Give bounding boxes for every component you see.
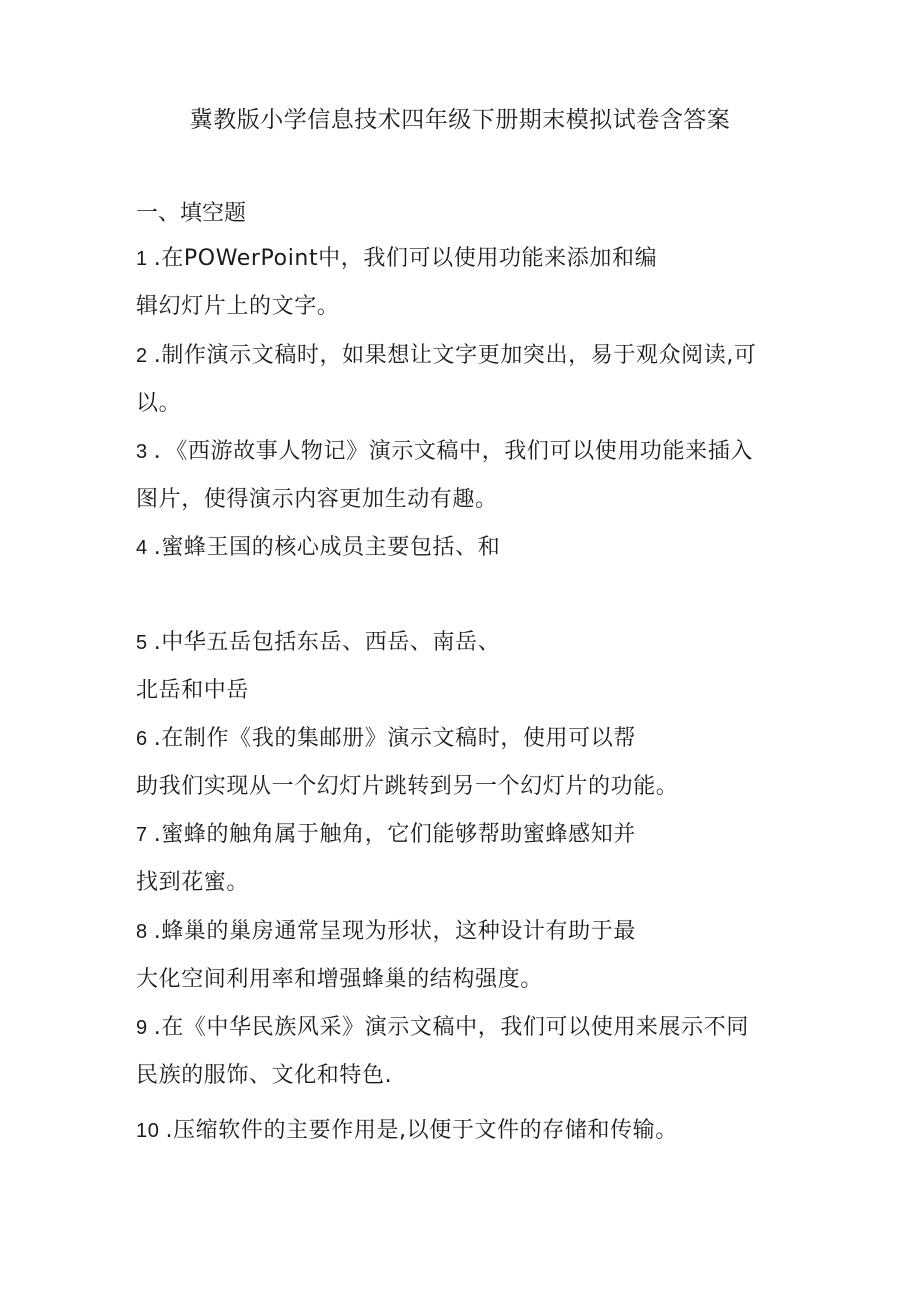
question-text: .蜜蜂王国的核心成员主要包括、和 [153, 535, 501, 560]
question-text: .在《中华民族风采》演示文稿中，我们可以使用来展示不同 [153, 1015, 749, 1040]
question-text: .中华五岳包括东岳、西岳、南岳、 [153, 630, 501, 655]
question-4-line-1 [136, 533, 500, 563]
question-7-line-2: 找到花蜜。 [136, 870, 250, 895]
question-8-line-1 [136, 917, 636, 947]
question-text: ．《西游故事人物记》演示文稿中，我们可以使用功能来插入 [153, 439, 753, 464]
question-1-line-2: 辑幻灯片上的文字。 [136, 294, 340, 319]
question-text: .蜜蜂的触角属于触角，它们能够帮助蜜蜂感知并 [153, 822, 636, 847]
question-text: .压缩软件的主要作用是,以便于文件的存储和传输。 [165, 1118, 678, 1143]
question-text: .在制作《我的集邮册》演示文稿时，使用可以帮 [153, 726, 636, 751]
question-number: 3 [136, 441, 148, 463]
question-6-line-1 [136, 724, 636, 754]
question-2-line-1 [136, 341, 757, 371]
question-text: .在POWerPoint中，我们可以使用功能来添加和编 [153, 246, 658, 271]
question-number: 5 [136, 632, 148, 654]
document-title: 冀教版小学信息技术四年级下册期末模拟试卷含答案 [189, 107, 731, 133]
question-9-line-2: 民族的服饰、文化和特色. [136, 1063, 393, 1088]
question-9-line-1 [136, 1013, 749, 1043]
question-5-line-2: 北岳和中岳 [136, 678, 250, 703]
question-text: .蜂巢的巢房通常呈现为形状，这种设计有助于最 [153, 919, 636, 944]
question-number: 1 [136, 248, 148, 270]
question-number: 10 [136, 1120, 160, 1142]
question-3-line-1 [136, 437, 753, 467]
question-number: 2 [136, 345, 148, 367]
question-3-line-2: 图片，使得演示内容更加生动有趣。 [136, 487, 498, 512]
question-2-line-2: 以。 [136, 391, 182, 416]
question-number: 8 [136, 921, 148, 943]
question-number: 7 [136, 824, 148, 846]
question-8-line-2: 大化空间利用率和增强蜂巢的结构强度。 [136, 967, 543, 992]
question-7-line-1 [136, 820, 636, 850]
question-6-line-2: 助我们实现从一个幻灯片跳转到另一个幻灯片的功能。 [136, 774, 679, 799]
question-number: 4 [136, 537, 148, 559]
question-5-line-1 [136, 628, 500, 658]
question-number: 9 [136, 1017, 148, 1039]
question-10-line-1 [136, 1116, 678, 1146]
question-text: .制作演示文稿时，如果想让文字更加突出，易于观众阅读,可 [153, 343, 757, 368]
question-1-line-1 [136, 244, 657, 274]
question-number: 6 [136, 728, 148, 750]
section-heading: 一、填空题 [136, 201, 247, 226]
